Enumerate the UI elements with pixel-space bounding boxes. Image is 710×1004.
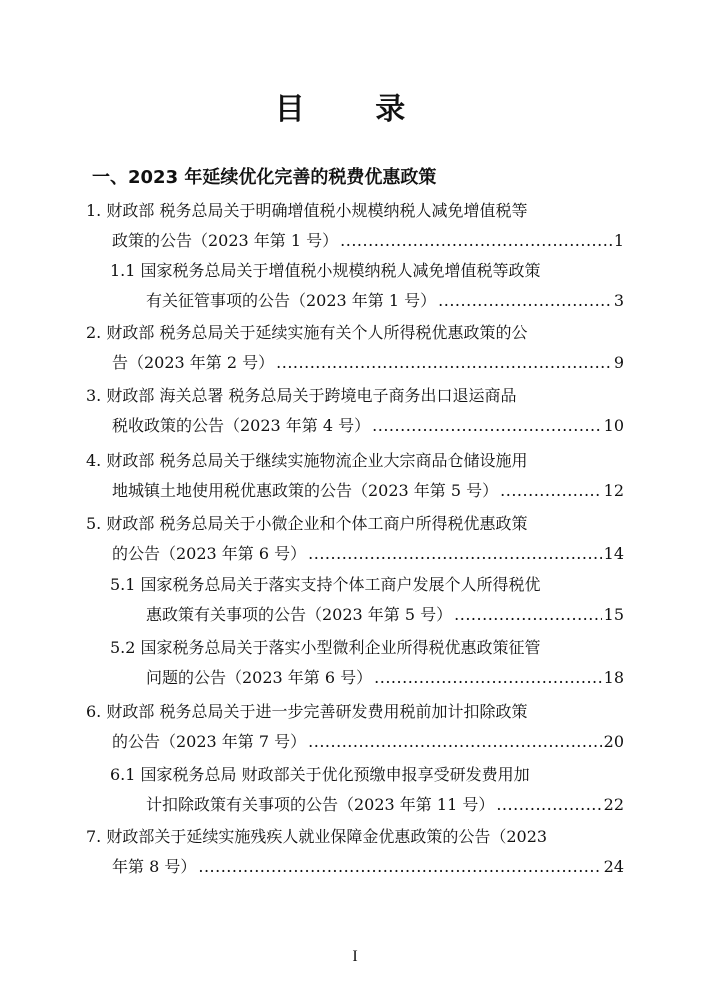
toc-entry-text: 的公告（2023 年第 7 号） <box>112 732 307 751</box>
toc-entry-1-line2[interactable] <box>112 226 624 256</box>
toc-entry-text: 政策的公告（2023 年第 1 号） <box>112 231 339 250</box>
page-footer-number: I <box>352 948 358 965</box>
leader-dots <box>454 600 601 630</box>
page-number: 12 <box>603 481 624 500</box>
page-number: 3 <box>613 291 624 310</box>
page-number: 1 <box>613 231 624 250</box>
toc-entry-2-line1[interactable]: 2. 财政部 税务总局关于延续实施有关个人所得税优惠政策的公 <box>86 323 528 342</box>
toc-entry-text: 告（2023 年第 2 号） <box>112 353 275 372</box>
toc-entry-5-line2[interactable] <box>112 539 624 569</box>
page-number: 14 <box>603 544 624 563</box>
leader-dots <box>276 348 612 378</box>
toc-entry-5-2-line1[interactable]: 5.2 国家税务总局关于落实小型微利企业所得税优惠政策征管 <box>110 638 541 657</box>
toc-entry-7-line1[interactable]: 7. 财政部关于延续实施残疾人就业保障金优惠政策的公告（2023 <box>86 827 548 846</box>
toc-entry-3-line1[interactable]: 3. 财政部 海关总署 税务总局关于跨境电子商务出口退运商品 <box>86 386 517 405</box>
page-number: 18 <box>603 668 624 687</box>
toc-entry-6-line2[interactable] <box>112 727 624 757</box>
toc-entry-5-1-line2[interactable] <box>146 600 624 630</box>
toc-entry-2-line2[interactable] <box>112 348 624 378</box>
toc-entry-6-line1[interactable]: 6. 财政部 税务总局关于进一步完善研发费用税前加计扣除政策 <box>86 702 528 721</box>
page-number: 20 <box>603 732 624 751</box>
page-number: 24 <box>603 857 624 876</box>
leader-dots <box>308 727 601 757</box>
toc-entry-1-line1[interactable]: 1. 财政部 税务总局关于明确增值税小规模纳税人减免增值税等 <box>86 201 528 220</box>
page-number: 10 <box>603 416 624 435</box>
toc-entry-text: 计扣除政策有关事项的公告（2023 年第 11 号） <box>146 795 495 814</box>
toc-entry-7-line2[interactable] <box>112 852 624 882</box>
toc-entry-text: 地城镇土地使用税优惠政策的公告（2023 年第 5 号） <box>112 481 499 500</box>
toc-entry-4-line2[interactable] <box>112 476 624 506</box>
leader-dots <box>340 226 612 256</box>
toc-entry-text: 的公告（2023 年第 6 号） <box>112 544 307 563</box>
section-heading: 一、2023 年延续优化完善的税费优惠政策 <box>92 167 437 188</box>
toc-entry-6-1-line1[interactable]: 6.1 国家税务总局 财政部关于优化预缴申报享受研发费用加 <box>110 765 530 784</box>
toc-entry-5-1-line1[interactable]: 5.1 国家税务总局关于落实支持个体工商户发展个人所得税优 <box>110 575 541 594</box>
toc-entry-1-1-line1[interactable]: 1.1 国家税务总局关于增值税小规模纳税人减免增值税等政策 <box>110 261 541 280</box>
toc-entry-3-line2[interactable] <box>112 411 624 441</box>
toc-entry-6-1-line2[interactable] <box>146 790 624 820</box>
leader-dots <box>198 852 601 882</box>
toc-entry-4-line1[interactable]: 4. 财政部 税务总局关于继续实施物流企业大宗商品仓储设施用 <box>86 451 528 470</box>
toc-entry-5-line1[interactable]: 5. 财政部 税务总局关于小微企业和个体工商户所得税优惠政策 <box>86 514 528 533</box>
toc-entry-5-2-line2[interactable] <box>146 663 624 693</box>
leader-dots <box>372 411 601 441</box>
leader-dots <box>500 476 601 506</box>
leader-dots <box>438 286 612 316</box>
toc-entry-1-1-line2[interactable] <box>146 286 624 316</box>
leader-dots <box>374 663 601 693</box>
toc-entry-text: 惠政策有关事项的公告（2023 年第 5 号） <box>146 605 453 624</box>
toc-entry-text: 有关征管事项的公告（2023 年第 1 号） <box>146 291 437 310</box>
toc-entry-text: 问题的公告（2023 年第 6 号） <box>146 668 373 687</box>
page-number: 22 <box>603 795 624 814</box>
toc-entry-text: 税收政策的公告（2023 年第 4 号） <box>112 416 371 435</box>
page-number: 15 <box>603 605 624 624</box>
leader-dots <box>308 539 601 569</box>
toc-entry-text: 年第 8 号） <box>112 857 197 876</box>
page-title: 目 录 <box>274 92 436 127</box>
leader-dots <box>496 790 601 820</box>
page-number: 9 <box>613 353 624 372</box>
